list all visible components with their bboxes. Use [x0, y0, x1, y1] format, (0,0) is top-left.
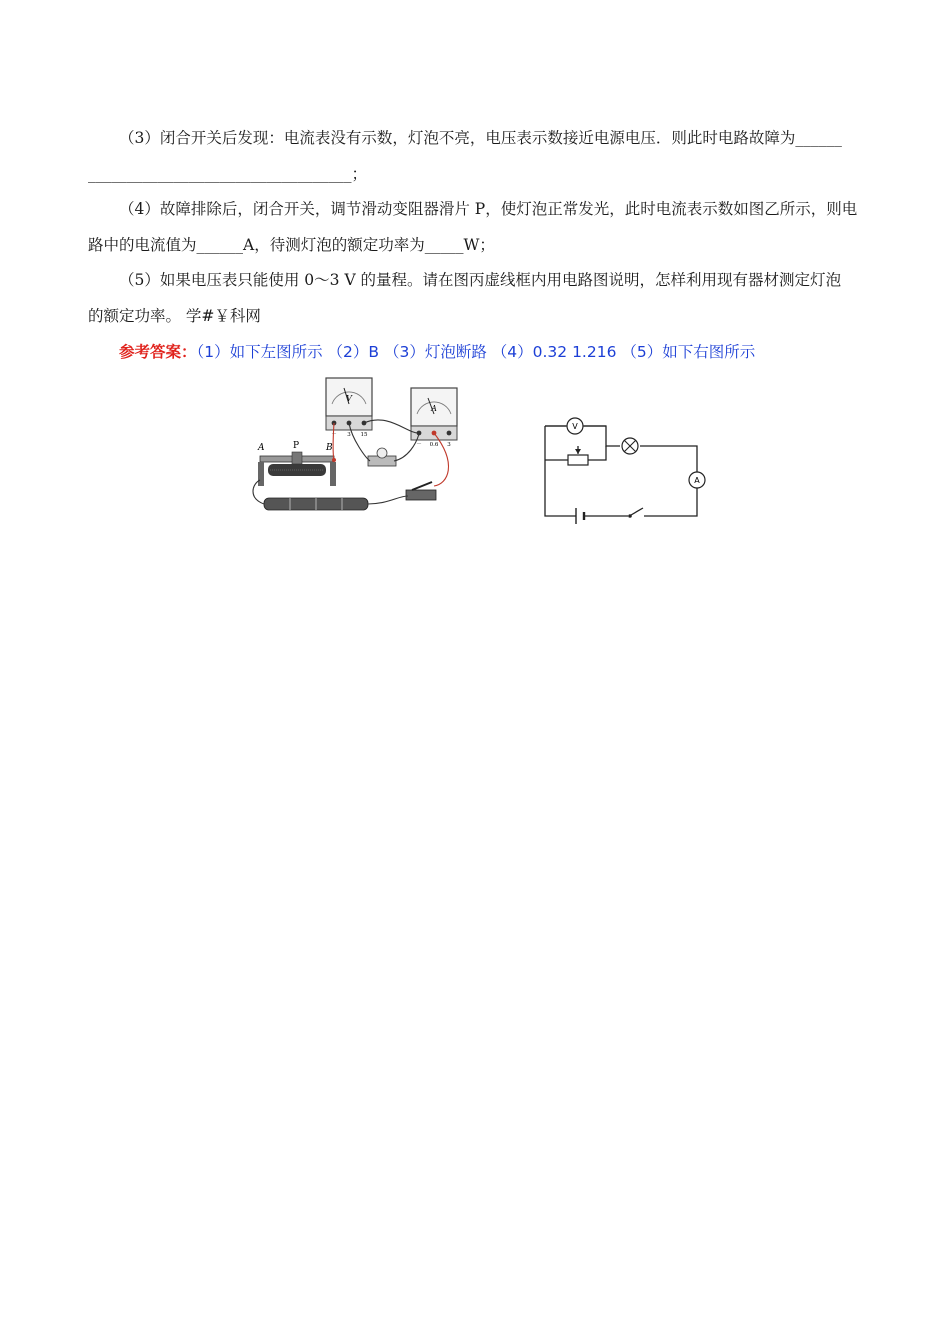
switch	[406, 482, 436, 500]
ammeter-symbol: A	[431, 404, 437, 413]
schematic-switch	[628, 508, 643, 518]
voltmeter-terminal-neg: －	[331, 432, 337, 438]
q5-line-1: （5）如果电压表只能使用 0～3 V 的量程。请在图丙虚线框内用电路图说明，怎样利用现有器材测定灯泡	[119, 271, 842, 289]
q5-line-2: 的额定功率。 学#￥科网	[88, 307, 261, 325]
q3-line-2: __________________________________；	[88, 165, 368, 183]
rheostat	[257, 441, 336, 486]
ammeter-terminal-3: 3	[447, 442, 451, 448]
voltmeter-symbol: V	[346, 394, 352, 403]
rheostat-label-p: P	[293, 441, 300, 451]
schematic-ammeter-symbol: A	[694, 476, 700, 485]
lamp	[368, 448, 396, 466]
voltmeter-terminal-3: 3	[347, 432, 351, 438]
q4-line-2: 路中的电流值为______A，待测灯泡的额定功率为_____W；	[88, 236, 495, 254]
reference-answer	[119, 342, 755, 362]
voltmeter	[326, 378, 372, 438]
answer-label: 参考答案：	[119, 343, 197, 361]
schematic-wires	[545, 426, 697, 516]
schematic-battery	[576, 508, 584, 524]
schematic-voltmeter-symbol: V	[572, 422, 578, 431]
voltmeter-terminal-15: 15	[360, 432, 368, 438]
schematic-lamp	[622, 438, 638, 454]
q3-line-1: （3）闭合开关后发现：电流表没有示数，灯泡不亮，电压表示数接近电源电压．则此时电路故障为______	[119, 129, 842, 147]
ammeter	[411, 388, 457, 448]
q4-line-1: （4）故障排除后，闭合开关，调节滑动变阻器滑片 P，使灯泡正常发光，此时电流表示数如图乙所示，则电	[119, 200, 858, 218]
answer-text: （1）如下左图所示 （2）B （3）灯泡断路 （4）0.32 1.216 （5）如下右图所示	[196, 343, 756, 361]
schematic-ammeter	[689, 472, 705, 488]
ammeter-terminal-neg: －	[416, 442, 422, 448]
rheostat-label-b: B	[326, 443, 333, 453]
ammeter-terminal-06: 0.6	[429, 442, 439, 448]
physical-circuit-figure	[248, 374, 468, 514]
schematic-voltmeter	[567, 418, 583, 434]
battery-pack	[264, 498, 368, 510]
rheostat-label-a: A	[258, 443, 265, 453]
circuit-schematic-figure	[540, 408, 710, 528]
schematic-rheostat	[568, 449, 588, 465]
